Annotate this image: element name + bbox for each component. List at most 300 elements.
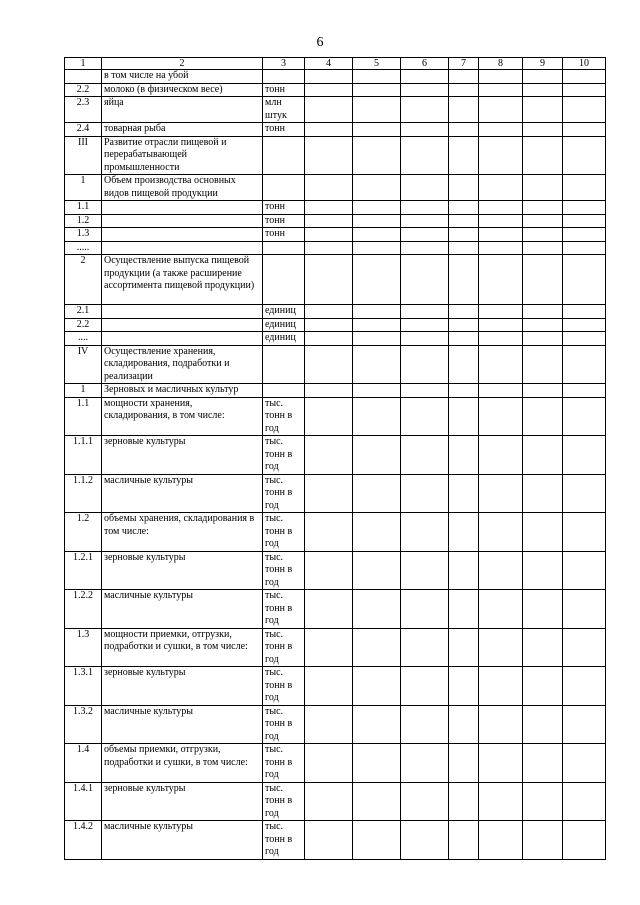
value-cell (449, 551, 479, 590)
value-cell (479, 241, 523, 255)
value-cell (401, 318, 449, 332)
value-cell (523, 175, 563, 201)
value-cell (523, 397, 563, 436)
value-cell (523, 241, 563, 255)
column-header: 2 (102, 58, 263, 70)
value-cell (353, 590, 401, 629)
value-cell (353, 318, 401, 332)
value-cell (449, 318, 479, 332)
column-header: 8 (479, 58, 523, 70)
row-number-cell: 2.4 (65, 123, 102, 137)
table-row (65, 705, 606, 744)
value-cell (479, 214, 523, 228)
value-cell (479, 513, 523, 552)
value-cell (563, 123, 606, 137)
value-cell (479, 123, 523, 137)
unit-cell (263, 255, 305, 305)
value-cell (479, 83, 523, 97)
value-cell (563, 201, 606, 215)
value-cell (523, 345, 563, 384)
value-cell (353, 384, 401, 398)
value-cell (523, 821, 563, 860)
value-cell (523, 705, 563, 744)
value-cell (353, 332, 401, 346)
value-cell (305, 821, 353, 860)
indicator-name-cell: Зерновых и масличных культур (102, 384, 263, 398)
value-cell (305, 97, 353, 123)
row-number-cell: 1.1.2 (65, 474, 102, 513)
value-cell (449, 97, 479, 123)
value-cell (305, 255, 353, 305)
row-number-cell: .... (65, 332, 102, 346)
column-header: 10 (563, 58, 606, 70)
value-cell (479, 628, 523, 667)
value-cell (449, 345, 479, 384)
table-row (65, 744, 606, 783)
value-cell (305, 123, 353, 137)
indicator-name-cell: в том числе на убой (102, 70, 263, 84)
value-cell (353, 228, 401, 242)
value-cell (479, 332, 523, 346)
row-number-cell: 1.2 (65, 513, 102, 552)
value-cell (563, 551, 606, 590)
unit-cell: единиц (263, 332, 305, 346)
row-number-cell: 1.4 (65, 744, 102, 783)
value-cell (401, 97, 449, 123)
value-cell (449, 744, 479, 783)
indicator-name-cell (102, 318, 263, 332)
value-cell (353, 214, 401, 228)
value-cell (479, 474, 523, 513)
value-cell (563, 228, 606, 242)
value-cell (353, 821, 401, 860)
table-row (65, 123, 606, 137)
value-cell (563, 513, 606, 552)
indicator-name-cell: мощности приемки, отгрузки, подработки и сушки, в том числе: (102, 628, 263, 667)
unit-cell (263, 384, 305, 398)
value-cell (479, 345, 523, 384)
value-cell (523, 83, 563, 97)
value-cell (449, 241, 479, 255)
row-number-cell: 1.1 (65, 397, 102, 436)
value-cell (305, 744, 353, 783)
table-row (65, 384, 606, 398)
row-number-cell (65, 70, 102, 84)
value-cell (479, 175, 523, 201)
value-cell (479, 705, 523, 744)
row-number-cell: 1.2 (65, 214, 102, 228)
value-cell (479, 318, 523, 332)
value-cell (563, 83, 606, 97)
indicator-name-cell: Осуществление хранения, складирования, подработки и реализации (102, 345, 263, 384)
page-number: 6 (316, 35, 324, 50)
indicator-name-cell (102, 214, 263, 228)
indicator-name-cell: масличные культуры (102, 821, 263, 860)
value-cell (449, 136, 479, 175)
row-number-cell: 1 (65, 384, 102, 398)
value-cell (479, 667, 523, 706)
value-cell (353, 551, 401, 590)
value-cell (449, 513, 479, 552)
value-cell (305, 136, 353, 175)
column-header: 7 (449, 58, 479, 70)
row-number-cell: 1.3 (65, 628, 102, 667)
indicator-name-cell: объемы приемки, отгрузки, подработки и сушки, в том числе: (102, 744, 263, 783)
value-cell (305, 474, 353, 513)
value-cell (479, 436, 523, 475)
value-cell (353, 744, 401, 783)
unit-cell: тыс. тонн в год (263, 744, 305, 783)
indicator-name-cell (102, 201, 263, 215)
unit-cell (263, 345, 305, 384)
value-cell (353, 397, 401, 436)
value-cell (401, 70, 449, 84)
value-cell (305, 241, 353, 255)
value-cell (353, 305, 401, 319)
indicator-name-cell: зерновые культуры (102, 782, 263, 821)
value-cell (563, 70, 606, 84)
value-cell (523, 97, 563, 123)
value-cell (401, 241, 449, 255)
value-cell (479, 97, 523, 123)
value-cell (305, 318, 353, 332)
value-cell (449, 782, 479, 821)
row-number-cell: 2 (65, 255, 102, 305)
indicator-name-cell: Объем производства основных видов пищевой продукции (102, 175, 263, 201)
row-number-cell: 2.1 (65, 305, 102, 319)
value-cell (523, 782, 563, 821)
value-cell (563, 255, 606, 305)
indicator-name-cell: Осуществление выпуска пищевой продукции (а также расширение ассортимента пищевой продукции) (102, 255, 263, 305)
value-cell (563, 667, 606, 706)
indicators-table (64, 57, 606, 860)
value-cell (401, 667, 449, 706)
table-row (65, 345, 606, 384)
table-body (65, 70, 606, 860)
value-cell (523, 123, 563, 137)
value-cell (305, 228, 353, 242)
table-row (65, 821, 606, 860)
unit-cell: тыс. тонн в год (263, 551, 305, 590)
value-cell (449, 214, 479, 228)
value-cell (305, 175, 353, 201)
value-cell (401, 214, 449, 228)
value-cell (305, 70, 353, 84)
indicator-name-cell (102, 228, 263, 242)
value-cell (401, 175, 449, 201)
value-cell (563, 397, 606, 436)
value-cell (523, 70, 563, 84)
value-cell (305, 513, 353, 552)
value-cell (353, 345, 401, 384)
value-cell (449, 83, 479, 97)
value-cell (401, 474, 449, 513)
value-cell (523, 551, 563, 590)
row-number-cell: 1.3 (65, 228, 102, 242)
row-number-cell: 1.1.1 (65, 436, 102, 475)
column-header: 6 (401, 58, 449, 70)
value-cell (523, 255, 563, 305)
table-row (65, 667, 606, 706)
table-row (65, 97, 606, 123)
value-cell (523, 214, 563, 228)
value-cell (523, 513, 563, 552)
indicator-name-cell: зерновые культуры (102, 551, 263, 590)
value-cell (523, 332, 563, 346)
value-cell (353, 175, 401, 201)
table-row (65, 551, 606, 590)
row-number-cell: 1.2.1 (65, 551, 102, 590)
value-cell (401, 384, 449, 398)
unit-cell: тыс. тонн в год (263, 821, 305, 860)
table-row (65, 305, 606, 319)
row-number-cell: 2.2 (65, 318, 102, 332)
value-cell (401, 513, 449, 552)
table-row (65, 241, 606, 255)
value-cell (563, 97, 606, 123)
value-cell (353, 782, 401, 821)
value-cell (401, 551, 449, 590)
value-cell (523, 201, 563, 215)
unit-cell (263, 175, 305, 201)
value-cell (401, 228, 449, 242)
indicator-name-cell: молоко (в физическом весе) (102, 83, 263, 97)
value-cell (563, 590, 606, 629)
value-cell (401, 136, 449, 175)
indicator-name-cell (102, 305, 263, 319)
indicator-name-cell: зерновые культуры (102, 667, 263, 706)
table-row (65, 201, 606, 215)
row-number-cell: 1 (65, 175, 102, 201)
row-number-cell: III (65, 136, 102, 175)
value-cell (449, 590, 479, 629)
value-cell (305, 590, 353, 629)
indicator-name-cell (102, 332, 263, 346)
value-cell (401, 332, 449, 346)
value-cell (523, 667, 563, 706)
unit-cell: тонн (263, 214, 305, 228)
value-cell (305, 214, 353, 228)
value-cell (353, 436, 401, 475)
indicator-name-cell: масличные культуры (102, 705, 263, 744)
value-cell (523, 474, 563, 513)
indicator-name-cell: объемы хранения, складирования в том числе: (102, 513, 263, 552)
value-cell (563, 318, 606, 332)
unit-cell: тыс. тонн в год (263, 705, 305, 744)
value-cell (563, 241, 606, 255)
unit-cell (263, 70, 305, 84)
unit-cell: тыс. тонн в год (263, 590, 305, 629)
table-row (65, 228, 606, 242)
value-cell (401, 123, 449, 137)
column-header: 3 (263, 58, 305, 70)
table-row (65, 397, 606, 436)
value-cell (305, 345, 353, 384)
value-cell (449, 175, 479, 201)
value-cell (449, 397, 479, 436)
table-row (65, 136, 606, 175)
value-cell (449, 332, 479, 346)
value-cell (449, 255, 479, 305)
row-number-cell: 2.2 (65, 83, 102, 97)
unit-cell (263, 136, 305, 175)
table-row (65, 474, 606, 513)
unit-cell: тыс. тонн в год (263, 628, 305, 667)
table-row (65, 318, 606, 332)
value-cell (305, 305, 353, 319)
value-cell (523, 384, 563, 398)
value-cell (353, 241, 401, 255)
value-cell (563, 628, 606, 667)
unit-cell: тыс. тонн в год (263, 513, 305, 552)
column-header: 9 (523, 58, 563, 70)
table-row (65, 782, 606, 821)
value-cell (401, 436, 449, 475)
value-cell (353, 123, 401, 137)
table-row (65, 175, 606, 201)
value-cell (353, 513, 401, 552)
unit-cell: млн штук (263, 97, 305, 123)
table-row (65, 70, 606, 84)
value-cell (305, 628, 353, 667)
unit-cell: тыс. тонн в год (263, 667, 305, 706)
value-cell (449, 628, 479, 667)
value-cell (401, 83, 449, 97)
value-cell (353, 83, 401, 97)
value-cell (523, 744, 563, 783)
table-row (65, 436, 606, 475)
unit-cell: тыс. тонн в год (263, 782, 305, 821)
unit-cell: тыс. тонн в год (263, 397, 305, 436)
value-cell (401, 628, 449, 667)
value-cell (479, 551, 523, 590)
value-cell (305, 201, 353, 215)
value-cell (479, 70, 523, 84)
row-number-cell: 1.3.1 (65, 667, 102, 706)
table-row (65, 214, 606, 228)
value-cell (401, 397, 449, 436)
row-number-cell: 1.4.1 (65, 782, 102, 821)
value-cell (523, 136, 563, 175)
value-cell (353, 136, 401, 175)
value-cell (449, 474, 479, 513)
row-number-cell: ..... (65, 241, 102, 255)
column-header: 1 (65, 58, 102, 70)
value-cell (401, 345, 449, 384)
unit-cell: единиц (263, 305, 305, 319)
value-cell (523, 318, 563, 332)
indicator-name-cell: масличные культуры (102, 590, 263, 629)
value-cell (353, 705, 401, 744)
value-cell (563, 214, 606, 228)
value-cell (353, 474, 401, 513)
value-cell (353, 201, 401, 215)
unit-cell: тыс. тонн в год (263, 436, 305, 475)
value-cell (563, 345, 606, 384)
value-cell (353, 97, 401, 123)
value-cell (401, 590, 449, 629)
indicator-name-cell: масличные культуры (102, 474, 263, 513)
value-cell (563, 474, 606, 513)
value-cell (449, 123, 479, 137)
value-cell (353, 70, 401, 84)
value-cell (305, 436, 353, 475)
column-header: 4 (305, 58, 353, 70)
unit-cell: тонн (263, 201, 305, 215)
row-number-cell: 1.1 (65, 201, 102, 215)
indicator-name-cell: Развитие отрасли пищевой и перерабатывающей промышленности (102, 136, 263, 175)
column-header: 5 (353, 58, 401, 70)
value-cell (305, 667, 353, 706)
indicator-name-cell: зерновые культуры (102, 436, 263, 475)
unit-cell: тонн (263, 228, 305, 242)
unit-cell: тонн (263, 123, 305, 137)
value-cell (305, 83, 353, 97)
value-cell (523, 628, 563, 667)
value-cell (353, 667, 401, 706)
value-cell (479, 384, 523, 398)
indicator-name-cell: товарная рыба (102, 123, 263, 137)
value-cell (479, 821, 523, 860)
value-cell (353, 628, 401, 667)
table-row (65, 590, 606, 629)
value-cell (479, 201, 523, 215)
value-cell (449, 705, 479, 744)
value-cell (479, 782, 523, 821)
value-cell (479, 744, 523, 783)
value-cell (479, 255, 523, 305)
value-cell (305, 782, 353, 821)
value-cell (401, 305, 449, 319)
value-cell (479, 590, 523, 629)
unit-cell: тыс. тонн в год (263, 474, 305, 513)
row-number-cell: 2.3 (65, 97, 102, 123)
table-row (65, 513, 606, 552)
value-cell (479, 228, 523, 242)
value-cell (449, 384, 479, 398)
row-number-cell: 1.3.2 (65, 705, 102, 744)
value-cell (479, 305, 523, 319)
value-cell (401, 201, 449, 215)
value-cell (401, 744, 449, 783)
value-cell (449, 201, 479, 215)
value-cell (449, 821, 479, 860)
value-cell (305, 332, 353, 346)
value-cell (523, 228, 563, 242)
value-cell (523, 436, 563, 475)
value-cell (401, 255, 449, 305)
value-cell (305, 384, 353, 398)
value-cell (305, 397, 353, 436)
value-cell (563, 821, 606, 860)
row-number-cell: 1.4.2 (65, 821, 102, 860)
value-cell (305, 551, 353, 590)
value-cell (479, 136, 523, 175)
value-cell (563, 782, 606, 821)
table-header-row (65, 58, 606, 70)
table-row (65, 628, 606, 667)
indicator-name-cell: мощности хранения, складирования, в том числе: (102, 397, 263, 436)
unit-cell: тонн (263, 83, 305, 97)
value-cell (401, 705, 449, 744)
table-row (65, 255, 606, 305)
value-cell (563, 332, 606, 346)
value-cell (563, 305, 606, 319)
value-cell (449, 70, 479, 84)
value-cell (353, 255, 401, 305)
value-cell (523, 305, 563, 319)
value-cell (563, 384, 606, 398)
